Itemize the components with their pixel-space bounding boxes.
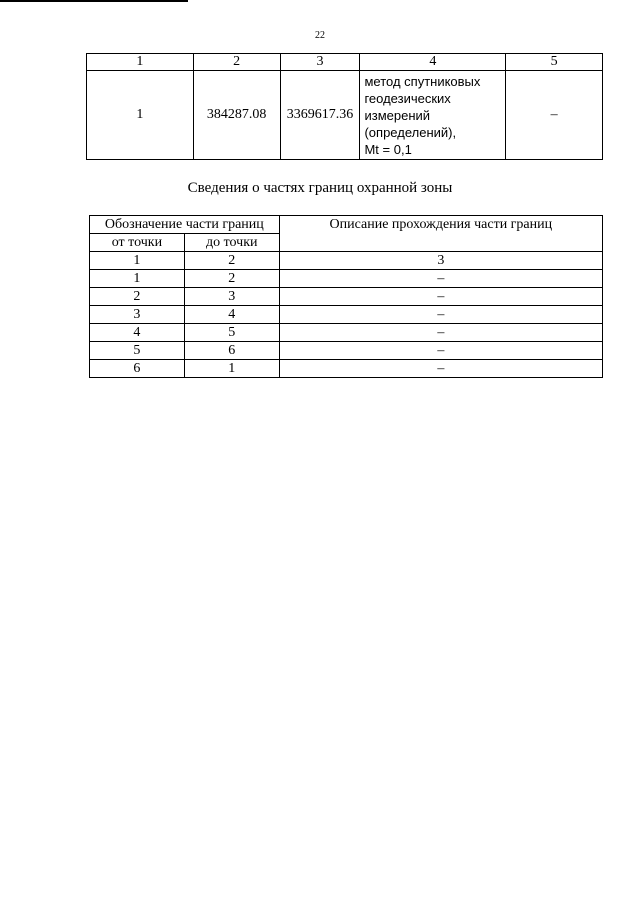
part-description: – <box>279 288 602 306</box>
method-line: Mt = 0,1 <box>364 141 412 157</box>
boundary-parts-table <box>89 215 603 378</box>
method-line: измерений <box>364 107 431 123</box>
header-cell-3: 3 <box>280 54 360 71</box>
from-point: 1 <box>90 270 185 288</box>
to-point: 3 <box>184 288 279 306</box>
top-rule <box>0 0 188 2</box>
to-point: 5 <box>184 324 279 342</box>
coordinates-header-row <box>87 54 603 71</box>
to-point: 6 <box>184 342 279 360</box>
part-description: – <box>279 342 602 360</box>
method-line: (определений), <box>364 124 457 140</box>
part-description: – <box>279 270 602 288</box>
from-point: 1 <box>90 252 185 270</box>
coordinate-x: 384287.08 <box>193 71 280 160</box>
description-header: Описание прохождения части границ <box>279 216 602 252</box>
table-row <box>90 270 603 288</box>
header-cell-4: 4 <box>360 54 506 71</box>
to-point: 4 <box>184 306 279 324</box>
page-number: 22 <box>315 30 325 41</box>
description-cell: – <box>506 71 603 160</box>
header-cell-1: 1 <box>87 54 194 71</box>
table-row <box>90 360 603 378</box>
coordinates-table <box>86 53 603 160</box>
part-description: – <box>279 306 602 324</box>
to-point: 2 <box>184 252 279 270</box>
header-cell-2: 2 <box>193 54 280 71</box>
table-row <box>90 324 603 342</box>
method-line: метод спутниковых <box>364 73 481 89</box>
header-cell-5: 5 <box>506 54 603 71</box>
part-description: 3 <box>279 252 602 270</box>
from-point: 5 <box>90 342 185 360</box>
table-row <box>90 306 603 324</box>
coordinate-y: 3369617.36 <box>280 71 360 160</box>
method-cell <box>360 71 506 160</box>
coordinates-row <box>87 71 603 160</box>
table-row <box>90 288 603 306</box>
from-point: 3 <box>90 306 185 324</box>
to-point: 1 <box>184 360 279 378</box>
method-line: геодезических <box>364 90 451 106</box>
point-number: 1 <box>87 71 194 160</box>
from-point: 4 <box>90 324 185 342</box>
section-title: Сведения о частях границ охранной зоны <box>187 180 453 196</box>
group-header: Обозначение части границ <box>90 216 280 234</box>
from-point: 2 <box>90 288 185 306</box>
table-row <box>90 252 603 270</box>
from-point-header: от точки <box>90 234 185 252</box>
to-point-header: до точки <box>184 234 279 252</box>
part-description: – <box>279 360 602 378</box>
part-description: – <box>279 324 602 342</box>
to-point: 2 <box>184 270 279 288</box>
parts-header-row <box>90 216 603 234</box>
table-row <box>90 342 603 360</box>
from-point: 6 <box>90 360 185 378</box>
